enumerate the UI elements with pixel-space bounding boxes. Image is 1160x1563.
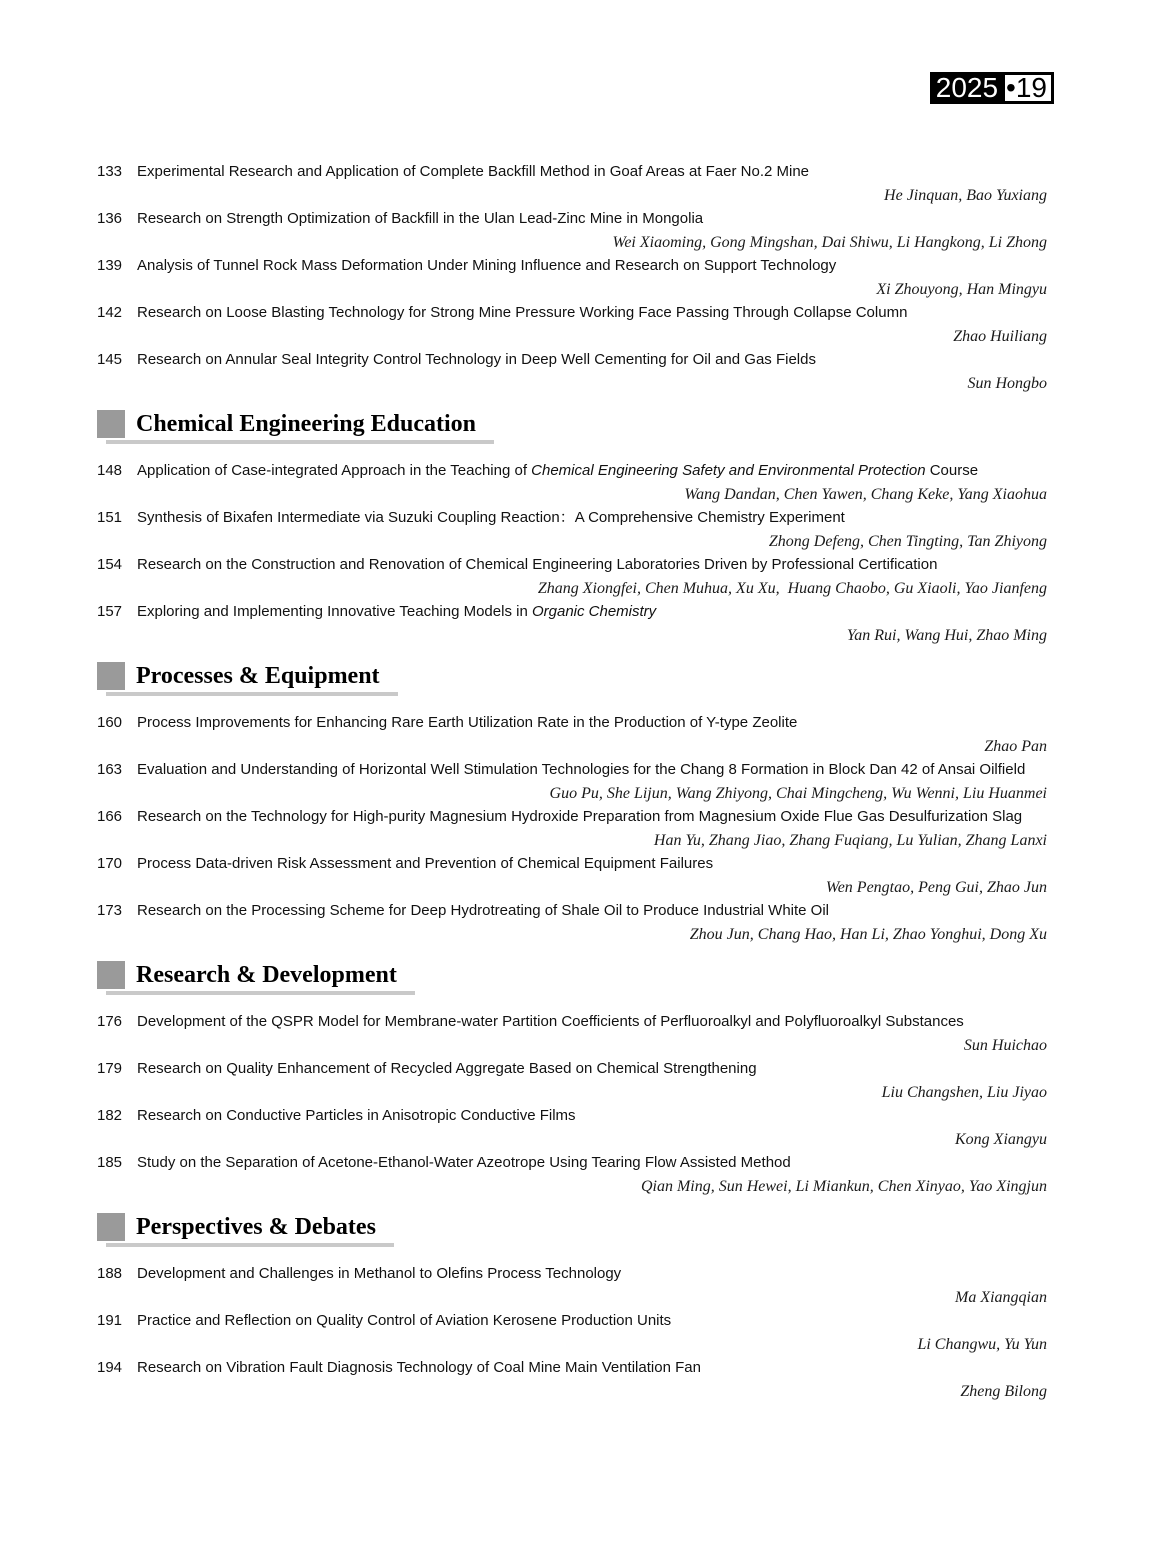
entry-title-segment: Research on Quality Enhancement of Recycled Aggregate Based on Chemical Strengthening [137,1060,757,1077]
entry-title [137,301,1047,325]
entry-title-line [97,711,1047,735]
entry-title-line [97,1151,1047,1175]
entry-title-line [97,1262,1047,1286]
toc-entry [97,1151,1047,1198]
section-marker-icon [97,961,125,989]
entry-title-line [97,1356,1047,1380]
entry-authors: Wen Pengtao, Peng Gui, Zhao Jun [825,878,1047,896]
toc-entry [97,899,1047,946]
entry-page-number: 170 [97,855,123,872]
entry-title [137,805,1047,829]
entry-page-number: 173 [97,902,123,919]
entry-title-segment: Research on Annular Seal Integrity Control Technology in Deep Well Cementing for Oil and Gas Fields [137,351,816,368]
section-heading: Perspectives & Debates [136,1213,376,1240]
toc-section [97,395,1047,647]
entry-title [137,852,1047,876]
entry-authors: Zhao Pan [984,737,1047,755]
entry-page-number: 179 [97,1060,123,1077]
entry-title [137,459,1047,483]
entry-page-number: 191 [97,1312,123,1329]
entry-page-number: 154 [97,556,123,573]
section-heading: Processes & Equipment [136,662,380,689]
entry-title-segment: Study on the Separation of Acetone-Ethanol-Water Azeotrope Using Tearing Flow Assisted Method [137,1154,791,1171]
entry-title-line [97,301,1047,325]
entry-title [137,1309,1047,1333]
entry-title-line [97,254,1047,278]
entry-title [137,600,1047,624]
entry-title-line [97,207,1047,231]
entry-title [137,553,1047,577]
entry-page-number: 142 [97,304,123,321]
entry-page-number: 185 [97,1154,123,1171]
entry-page-number: 182 [97,1107,123,1124]
entry-title-segment: Research on Loose Blasting Technology for Strong Mine Pressure Working Face Passing Through Collapse Column [137,304,908,321]
entry-authors: Wei Xiaoming, Gong Mingshan, Dai Shiwu, Li Hangkong, Li Zhong [612,233,1047,251]
toc-entry [97,160,1047,207]
entry-title-segment: Course [925,462,979,479]
toc-entry [97,1057,1047,1104]
entry-title-line [97,1309,1047,1333]
toc-entry [97,506,1047,553]
entry-authors: Zheng Bilong [960,1382,1047,1400]
entry-title-segment: Process Data-driven Risk Assessment and Prevention of Chemical Equipment Failures [137,855,714,872]
entry-authors: Zhao Huiliang [953,327,1047,345]
entry-authors: Ma Xiangqian [955,1288,1047,1306]
entry-title [137,207,1047,231]
entry-page-number: 166 [97,808,123,825]
entry-authors: Kong Xiangyu [955,1130,1047,1148]
section-header [97,409,482,439]
entry-title-line [97,553,1047,577]
entry-title-segment: Synthesis of Bixafen Intermediate via Suzuki Coupling Reaction：A Comprehensive Chemistry Experiment [137,509,845,526]
entry-title-segment: Research on the Processing Scheme for Deep Hydrotreating of Shale Oil to Produce Industrial White Oil [137,902,830,919]
entry-page-number: 145 [97,351,123,368]
toc-entry [97,459,1047,506]
entry-page-number: 151 [97,509,123,526]
entry-title-segment: Experimental Research and Application of Complete Backfill Method in Goaf Areas at Faer No.2 Mine [137,163,810,180]
badge-year: 2025 [935,72,999,103]
entry-title-segment: Analysis of Tunnel Rock Mass Deformation Under Mining Influence and Research on Support Technology [137,257,837,274]
toc-section [97,647,1047,946]
entry-title-line [97,899,1047,923]
issue-badge [930,72,1054,104]
section-header [97,960,403,990]
entry-authors: Liu Changshen, Liu Jiyao [881,1083,1047,1101]
section-heading: Research & Development [136,961,397,988]
entry-page-number: 136 [97,210,123,227]
toc-entry [97,852,1047,899]
badge-issue-number: •19 [1005,75,1051,101]
entry-title-line [97,1104,1047,1128]
entry-authors: Guo Pu, She Lijun, Wang Zhiyong, Chai Mingcheng, Wu Wenni, Liu Huanmei [549,784,1047,802]
toc-entry [97,805,1047,852]
entry-authors: Zhang Xiongfei, Chen Muhua, Xu Xu, Huang Chaobo, Gu Xiaoli, Yao Jianfeng [537,579,1047,597]
toc-entry [97,1262,1047,1309]
entry-authors: He Jinquan, Bao Yuxiang [884,186,1047,204]
entry-title-segment: Research on Conductive Particles in Anisotropic Conductive Films [137,1107,576,1124]
toc-entry [97,348,1047,395]
section-marker-icon [97,410,125,438]
entry-title [137,758,1047,782]
entry-title-line [97,459,1047,483]
entry-title-line [97,160,1047,184]
entry-title-line [97,1010,1047,1034]
entry-title-segment: Development and Challenges in Methanol to Olefins Process Technology [137,1265,622,1282]
toc-entry [97,711,1047,758]
entry-page-number: 139 [97,257,123,274]
entry-title [137,1104,1047,1128]
entry-page-number: 163 [97,761,123,778]
entry-authors: Xi Zhouyong, Han Mingyu [876,280,1047,298]
entry-authors: Sun Huichao [963,1036,1047,1054]
entry-title [137,1010,1047,1034]
toc-entry [97,600,1047,647]
entry-title-line [97,506,1047,530]
table-of-contents [97,160,1047,1403]
toc-entry [97,1010,1047,1057]
entry-title [137,1262,1047,1286]
entry-page-number: 194 [97,1359,123,1376]
toc-entry [97,553,1047,600]
entry-title-segment: Research on the Technology for High-purity Magnesium Hydroxide Preparation from Magnesium Oxide Flue Gas Desulfurization Slag [137,808,1023,825]
entry-title-segment: Research on Vibration Fault Diagnosis Technology of Coal Mine Main Ventilation Fan [137,1359,701,1376]
entry-title-segment: Research on Strength Optimization of Backfill in the Ulan Lead-Zinc Mine in Mongolia [137,210,704,227]
section-header [97,1212,382,1242]
entry-title [137,254,1047,278]
entry-title-line [97,1057,1047,1081]
entry-title-segment: Exploring and Implementing Innovative Teaching Models in [137,603,532,620]
toc-section [97,160,1047,395]
entry-authors: Li Changwu, Yu Yun [917,1335,1047,1353]
entry-page-number: 176 [97,1013,123,1030]
entry-title [137,1356,1047,1380]
entry-page-number: 133 [97,163,123,180]
entry-title-line [97,805,1047,829]
entry-authors: Sun Hongbo [967,374,1047,392]
entry-authors: Han Yu, Zhang Jiao, Zhang Fuqiang, Lu Yulian, Zhang Lanxi [653,831,1047,849]
entry-title-segment: Development of the QSPR Model for Membrane-water Partition Coefficients of Perfluoroalkyl and Polyfluoroalkyl Substances [137,1013,964,1030]
entry-title-segment: Evaluation and Understanding of Horizontal Well Stimulation Technologies for the Chang 8 Formation in Block Dan 42 of Ansai Oilfield [137,761,1026,778]
entry-title [137,899,1047,923]
entry-title-segment: Research on the Construction and Renovation of Chemical Engineering Laboratories Driven by Professional Certification [137,556,938,573]
entry-page-number: 148 [97,462,123,479]
entry-page-number: 157 [97,603,123,620]
toc-section [97,946,1047,1198]
entry-page-number: 188 [97,1265,123,1282]
entry-title [137,711,1047,735]
entry-title [137,160,1047,184]
toc-entry [97,301,1047,348]
entry-authors: Zhong Defeng, Chen Tingting, Tan Zhiyong [768,532,1047,550]
entry-title [137,348,1047,372]
section-marker-icon [97,662,125,690]
entry-title-line [97,600,1047,624]
toc-entry [97,254,1047,301]
entry-title-line [97,758,1047,782]
entry-title-segment: Application of Case-integrated Approach in the Teaching of [137,462,532,479]
entry-title-segment: Process Improvements for Enhancing Rare Earth Utilization Rate in the Production of Y-type Zeolite [137,714,798,731]
entry-title-italic-segment: Chemical Engineering Safety and Environmental Protection [531,462,926,479]
entry-title-line [97,348,1047,372]
toc-entry [97,207,1047,254]
toc-section [97,1198,1047,1403]
entry-title-italic-segment: Organic Chemistry [531,603,657,620]
toc-entry [97,1309,1047,1356]
entry-title [137,1057,1047,1081]
entry-title [137,1151,1047,1175]
toc-entry [97,758,1047,805]
entry-title [137,506,1047,530]
entry-authors: Yan Rui, Wang Hui, Zhao Ming [846,626,1047,644]
entry-authors: Wang Dandan, Chen Yawen, Chang Keke, Yang Xiaohua [684,485,1047,503]
section-heading: Chemical Engineering Education [136,410,477,437]
entry-title-segment: Practice and Reflection on Quality Control of Aviation Kerosene Production Units [137,1312,672,1329]
entry-authors: Qian Ming, Sun Hewei, Li Miankun, Chen Xinyao, Yao Xingjun [640,1177,1047,1195]
entry-authors: Zhou Jun, Chang Hao, Han Li, Zhao Yonghui, Dong Xu [689,925,1047,943]
section-header [97,661,386,691]
toc-entry [97,1356,1047,1403]
entry-title-line [97,852,1047,876]
entry-page-number: 160 [97,714,123,731]
section-marker-icon [97,1213,125,1241]
toc-entry [97,1104,1047,1151]
